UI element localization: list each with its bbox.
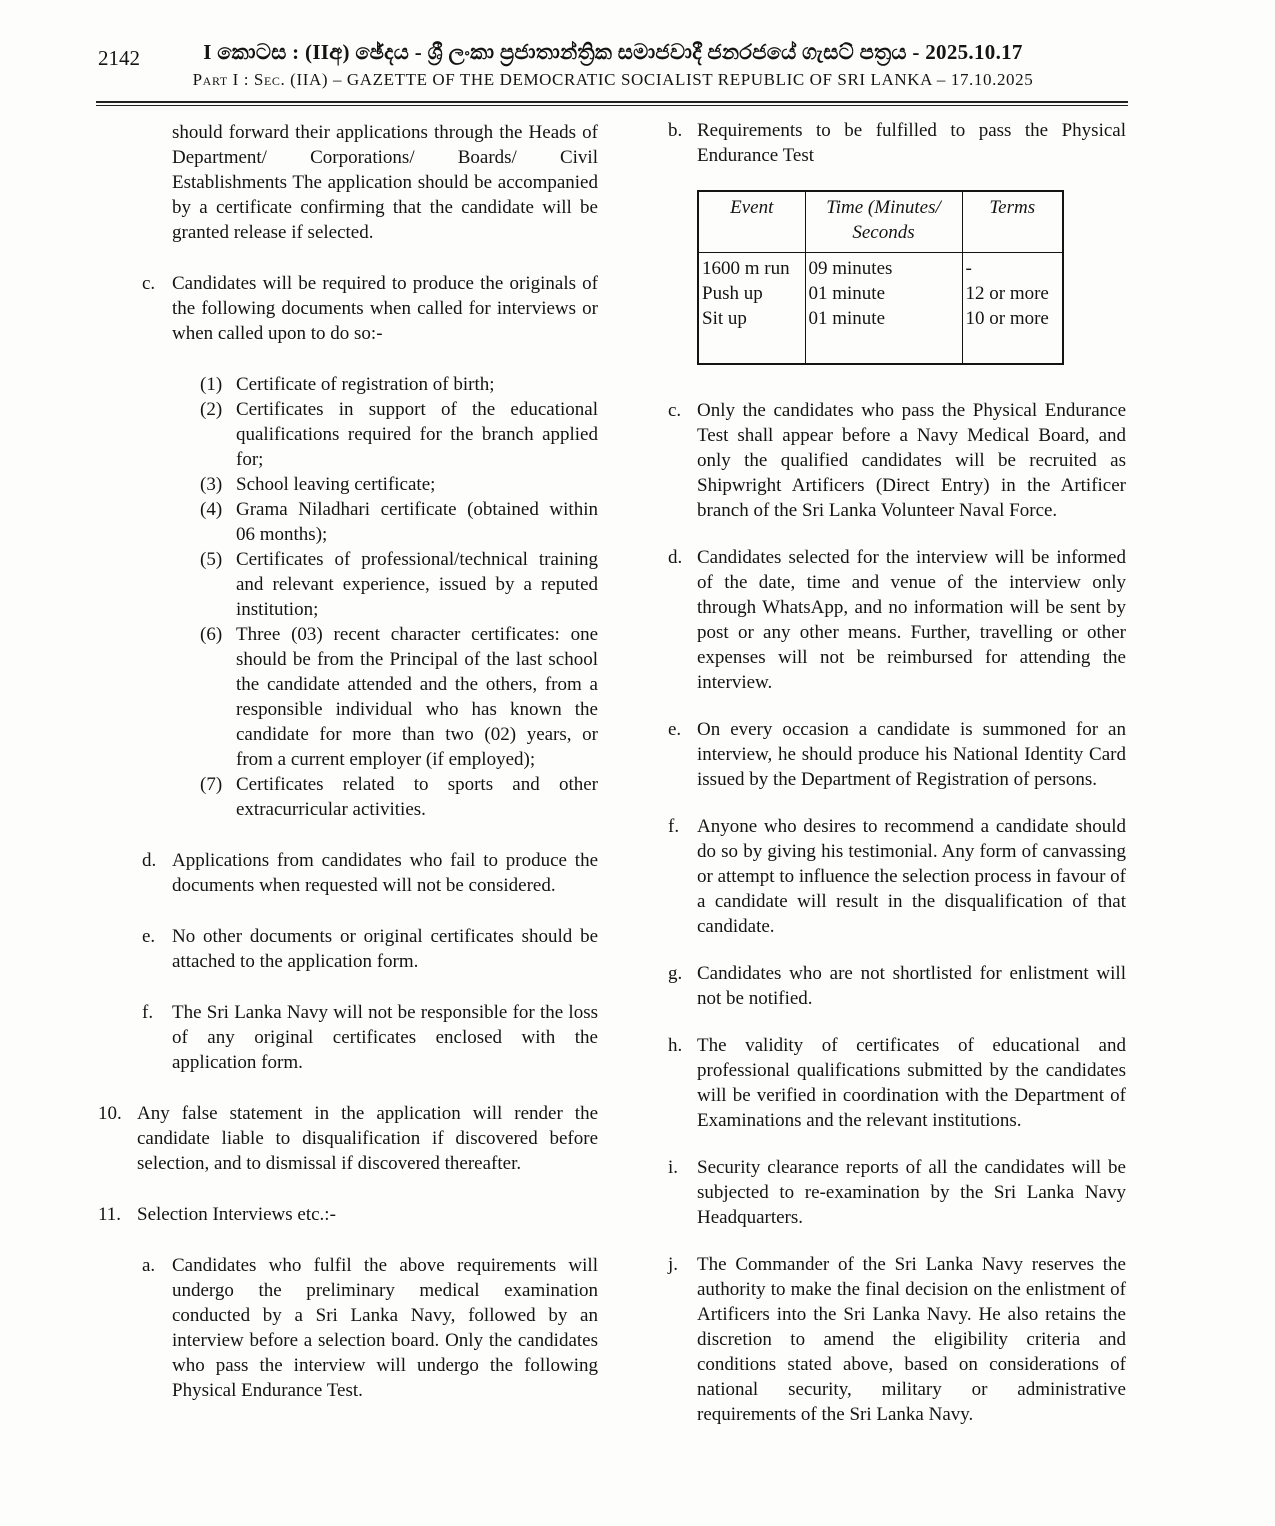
item-e xyxy=(142,924,598,974)
item-d xyxy=(668,545,1126,695)
item-text: Applications from candidates who fail to produce the documents when requested will not be considered. xyxy=(172,850,598,896)
list-item xyxy=(200,372,598,397)
item-text: Certificates related to sports and other extracurricular activities. xyxy=(236,774,598,820)
page-header xyxy=(98,40,1128,90)
item-label: (6) xyxy=(200,624,223,645)
right-column xyxy=(668,118,1126,1449)
list-item xyxy=(200,472,598,497)
table-row xyxy=(698,253,1063,282)
table-cell: Sit up xyxy=(698,306,805,364)
table-header-terms: Terms xyxy=(962,191,1063,253)
item-c xyxy=(142,271,598,346)
item-text: Candidates selected for the interview will be informed of the date, time and venue of the interview only through WhatsApp, and no information will be sent by post or any other means. Further, travelling or other expenses will not be reimbursed for attending the interview. xyxy=(697,547,1126,693)
item-text: Any false statement in the application will render the candidate liable to disqualification if discovered before selection, and to dismissal if discovered thereafter. xyxy=(137,1103,598,1174)
page-number: 2142 xyxy=(98,46,140,70)
item-label: (2) xyxy=(200,399,223,420)
item-label: e. xyxy=(142,926,156,947)
left-column xyxy=(98,120,598,1429)
item-text: Candidates who fulfil the above requirements will undergo the preliminary medical examination conducted by a Sri Lanka Navy, followed by an interview before a selection board. Only the candidates who pass the interview will undergo the following Physical Endurance Test. xyxy=(172,1255,598,1401)
table-cell: 01 minute xyxy=(805,306,962,364)
item-label: f. xyxy=(668,816,680,837)
gazette-title-sinhala: I කොටස : (IIඅ) ඡේදය - ශ්‍රී ලංකා ප්‍රජාතාන්ත්‍රික සමාජවාදී ජනරජයේ ගැසට් පත්‍රය - 2025.10.17 xyxy=(203,40,1023,64)
item-label: g. xyxy=(668,963,683,984)
item-label: d. xyxy=(142,850,157,871)
table-cell: - xyxy=(962,253,1063,282)
list-item xyxy=(200,622,598,772)
item-label: 11. xyxy=(98,1204,122,1225)
item-label: a. xyxy=(142,1255,156,1276)
document-list xyxy=(98,372,598,822)
item-c xyxy=(668,398,1126,523)
item-11 xyxy=(98,1202,598,1227)
item-f xyxy=(668,814,1126,939)
item-text: Certificates in support of the educational qualifications required for the branch applied for; xyxy=(236,399,598,470)
table-cell: 12 or more xyxy=(962,281,1063,306)
item-label: j. xyxy=(668,1254,679,1275)
item-text: School leaving certificate; xyxy=(236,474,436,495)
table-cell: 10 or more xyxy=(962,306,1063,364)
item-text: Candidates will be required to produce the originals of the following documents when called for interviews or when called upon to do so:- xyxy=(172,273,598,344)
item-g xyxy=(668,961,1126,1011)
item-label: i. xyxy=(668,1157,679,1178)
item-label: f. xyxy=(142,1002,154,1023)
item-text: Only the candidates who pass the Physical Endurance Test shall appear before a Navy Medical Board, and only the qualified candidates will be recruited as Shipwright Artificers (Direct Entry) in the Artificer branch of the Sri Lanka Volunteer Naval Force. xyxy=(697,400,1126,521)
item-label: c. xyxy=(142,273,156,294)
item-text: Selection Interviews etc.:- xyxy=(137,1204,336,1225)
item-f xyxy=(142,1000,598,1075)
item-j xyxy=(668,1252,1126,1427)
item-label: e. xyxy=(668,719,682,740)
item-b xyxy=(668,118,1126,168)
item-i xyxy=(668,1155,1126,1230)
item-text: The validity of certificates of educational and professional qualifications submitted by the candidates will be verified in coordination with the Department of Examinations and the relevant institutions. xyxy=(697,1035,1126,1131)
item-label: (4) xyxy=(200,499,223,520)
list-item xyxy=(200,772,598,822)
table-cell: 1600 m run xyxy=(698,253,805,282)
list-item xyxy=(200,547,598,622)
physical-endurance-table xyxy=(697,190,1064,365)
item-label: b. xyxy=(668,120,683,141)
item-label: h. xyxy=(668,1035,683,1056)
item-label: 10. xyxy=(98,1103,122,1124)
item-10 xyxy=(98,1101,598,1176)
item-label: (5) xyxy=(200,549,223,570)
item-11a xyxy=(142,1253,598,1403)
item-label: d. xyxy=(668,547,683,568)
item-label: (7) xyxy=(200,774,223,795)
item-text: Security clearance reports of all the candidates will be subjected to re-examination by the Sri Lanka Navy Headquarters. xyxy=(697,1157,1126,1228)
table-row xyxy=(698,306,1063,364)
item-text: Certificates of professional/technical training and relevant experience, issued by a reputed institution; xyxy=(236,549,598,620)
item-text: Candidates who are not shortlisted for enlistment will not be notified. xyxy=(697,963,1126,1009)
table-cell: 01 minute xyxy=(805,281,962,306)
table-row xyxy=(698,281,1063,306)
table-cell: Push up xyxy=(698,281,805,306)
item-label: c. xyxy=(668,400,682,421)
list-item xyxy=(200,397,598,472)
item-label: (3) xyxy=(200,474,223,495)
table-header-event: Event xyxy=(698,191,805,253)
item-text: Grama Niladhari certificate (obtained within 06 months); xyxy=(236,499,598,545)
item-text: No other documents or original certificates should be attached to the application form. xyxy=(172,926,598,972)
continuation-paragraph: should forward their applications through the Heads of Department/ Corporations/ Boards/ Civil Establishments The application should be accompanied by a certificate confirming that the candidate will be granted release if selected. xyxy=(172,122,598,243)
item-text: On every occasion a candidate is summoned for an interview, he should produce his National Identity Card issued by the Department of Registration of persons. xyxy=(697,719,1126,790)
table-cell: 09 minutes xyxy=(805,253,962,282)
item-text: Certificate of registration of birth; xyxy=(236,374,495,395)
item-e xyxy=(668,717,1126,792)
item-text: Requirements to be fulfilled to pass the Physical Endurance Test xyxy=(697,120,1126,166)
table-header-time: Time (Minutes/ Seconds xyxy=(805,191,962,253)
gazette-title-english: Part I : Sec. (IIA) – GAZETTE OF THE DEMOCRATIC SOCIALIST REPUBLIC OF SRI LANKA – 17.10.2025 xyxy=(192,70,1034,89)
item-text: The Sri Lanka Navy will not be responsible for the loss of any original certificates enclosed with the application form. xyxy=(172,1002,598,1073)
item-h xyxy=(668,1033,1126,1133)
table-header-row xyxy=(698,191,1063,253)
item-text: Anyone who desires to recommend a candidate should do so by giving his testimonial. Any form of canvassing or attempt to influence the selection process in favour of a candidate will result in the disqualification of that candidate. xyxy=(697,816,1126,937)
item-text: Three (03) recent character certificates: one should be from the Principal of the last school the candidate attended and the others, from a responsible individual who has known the candidate for more than two (02) years, or from a current employer (if employed); xyxy=(236,624,598,770)
item-label: (1) xyxy=(200,374,223,395)
item-d xyxy=(142,848,598,898)
header-rule xyxy=(96,101,1128,106)
item-text: The Commander of the Sri Lanka Navy reserves the authority to make the final decision on the enlistment of Artificers into the Sri Lanka Navy. He also retains the discretion to amend the eligibility criteria and conditions stated above, based on considerations of national security, military or administrative requirements of the Sri Lanka Navy. xyxy=(697,1254,1126,1425)
list-item xyxy=(200,497,598,547)
